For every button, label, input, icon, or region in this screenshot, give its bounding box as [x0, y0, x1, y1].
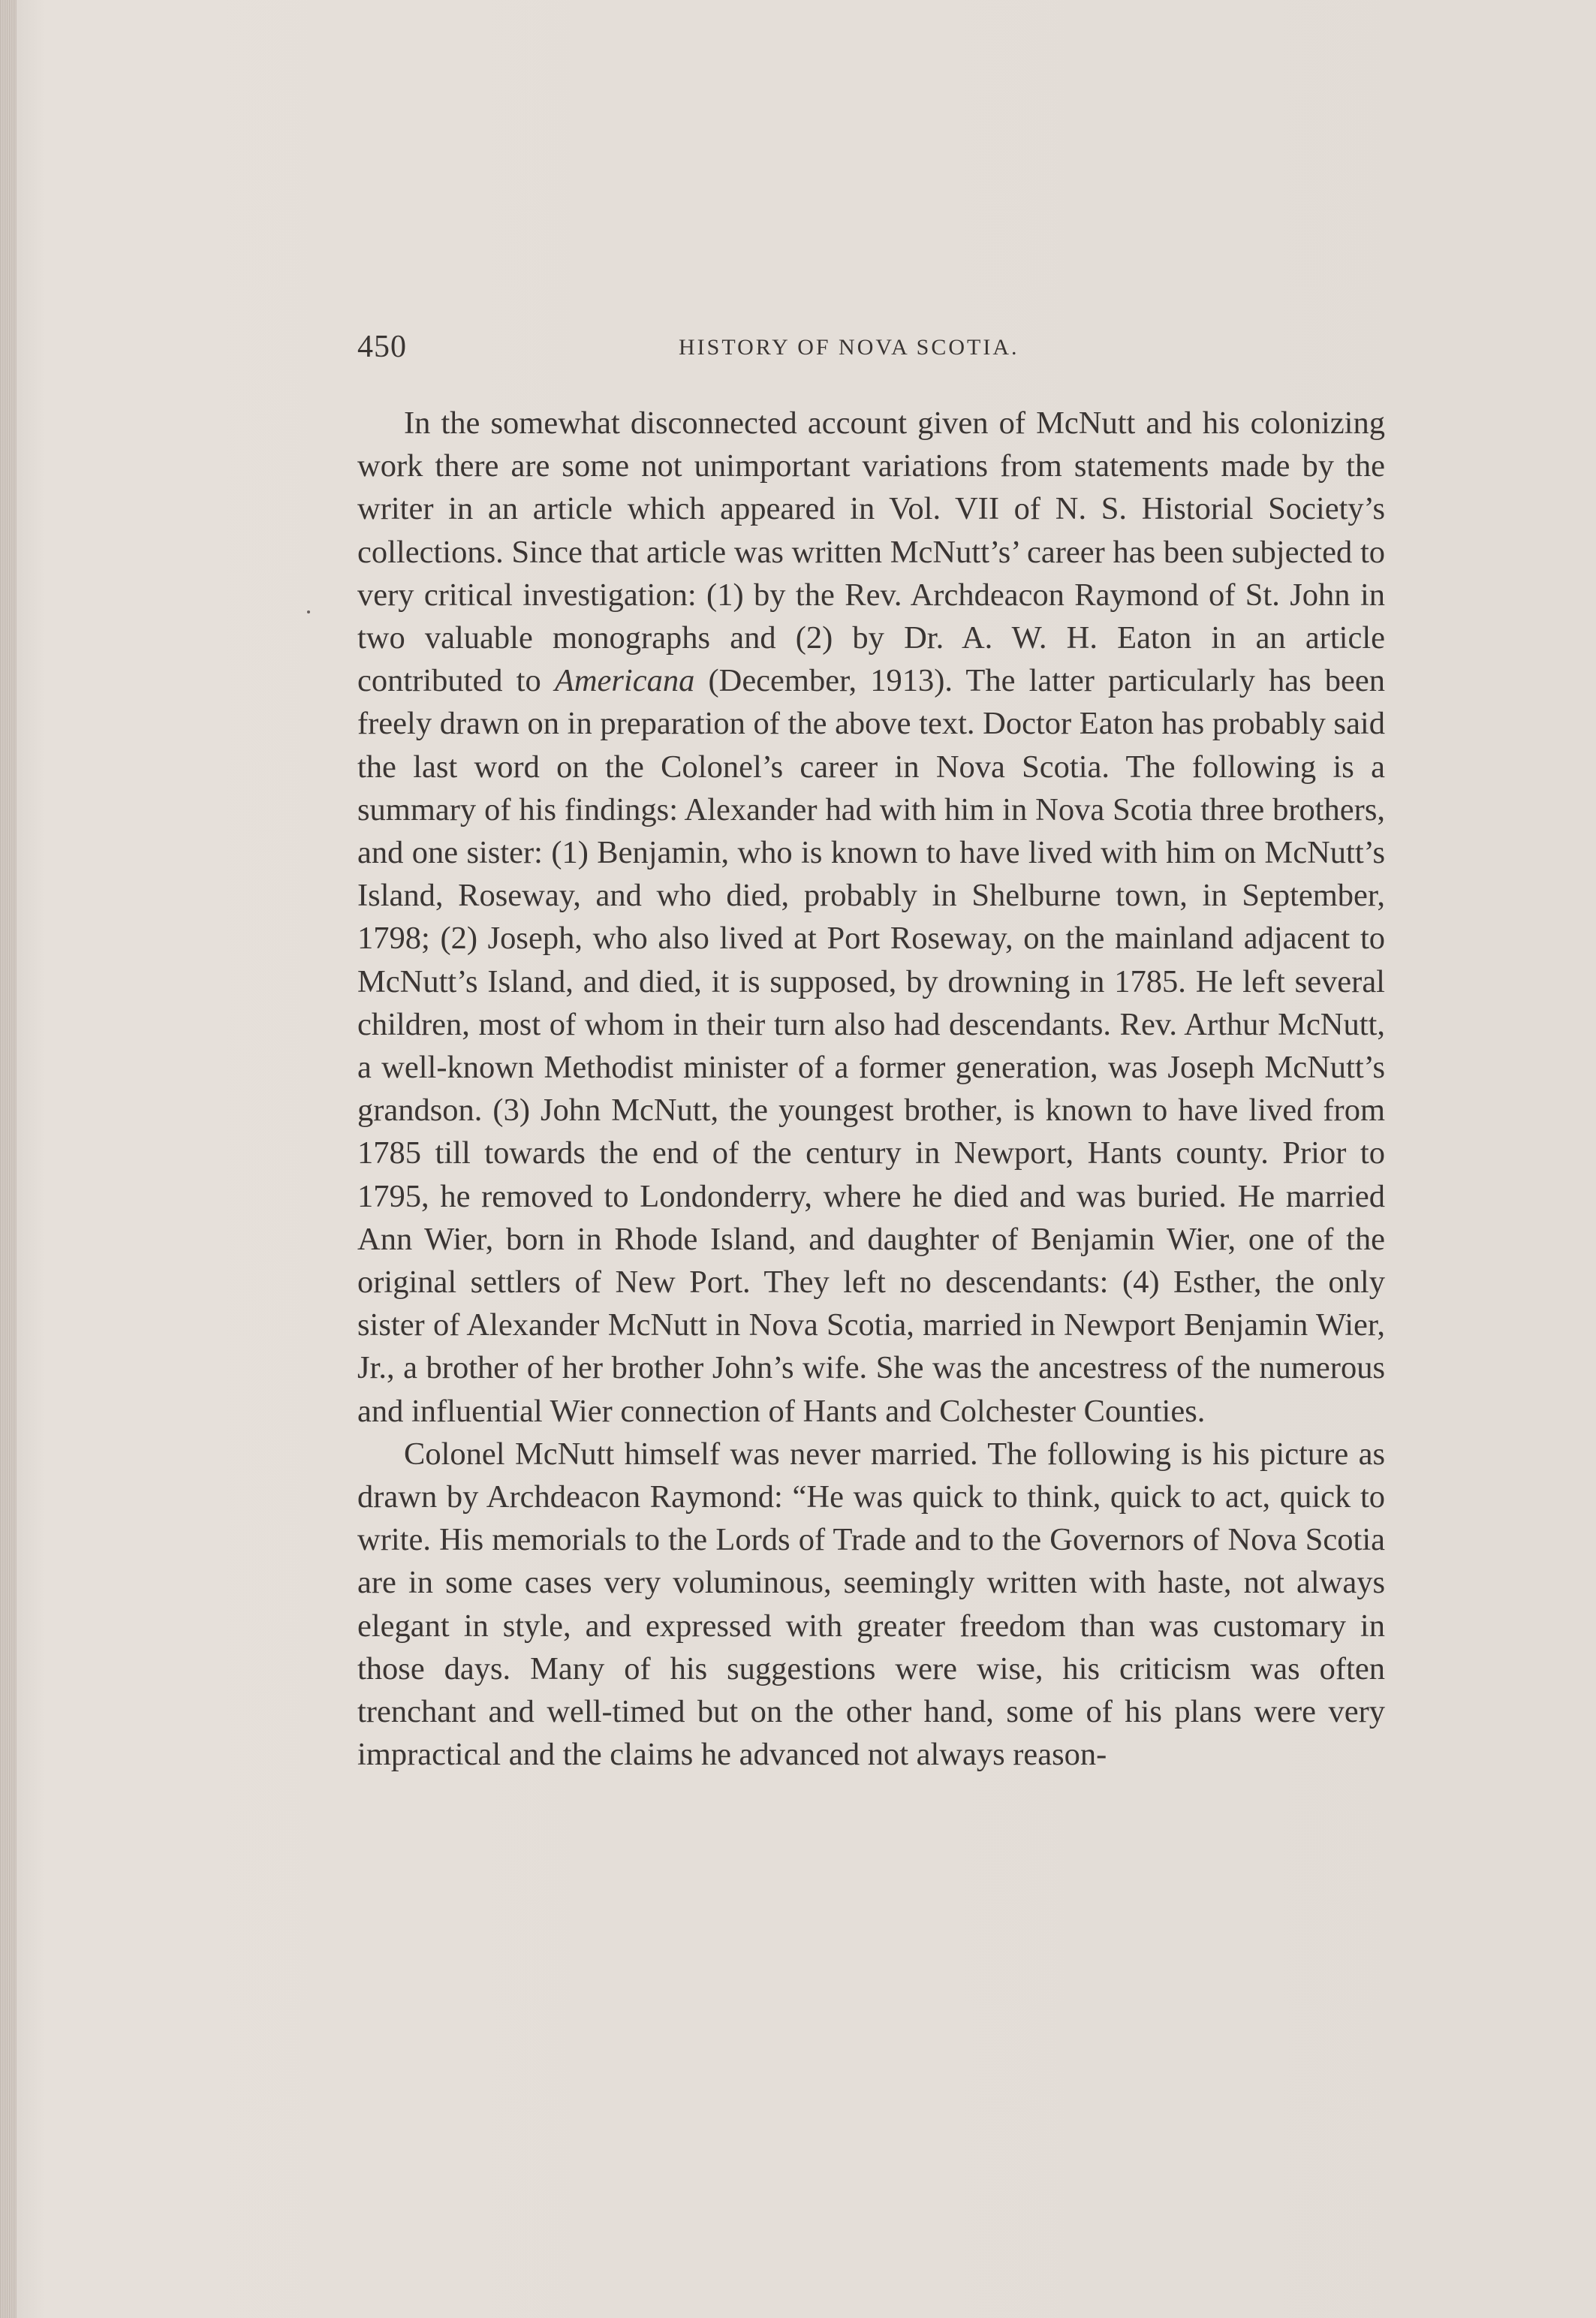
page-header	[357, 329, 1393, 374]
paragraph-1-part-a: In the somewhat disconnected account given of McNutt and his colonizing work there are some not unimportant variations from statements made by the writer in an article which appeared in Vol. VII of N. S. Historial Society’s collections. Since that article was written McNutt’s’ career has been subjected to very critical investigation: (1) by the Rev. Archdeacon Raymond of St. John in two valuable monographs and (2) by Dr. A. W. H. Eaton in an article contributed to	[357, 405, 1385, 699]
running-head: HISTORY OF NOVA SCOTIA.	[679, 335, 1019, 360]
italic-title: Americana	[554, 663, 695, 699]
binding-edge	[0, 0, 17, 2318]
margin-speck	[307, 610, 310, 613]
paragraph-2: Colonel McNutt himself was never married. The following is his picture as drawn by Archdeacon Raymond: “He was quick to think, quick to act, quick to write. His memorials to the Lords of Trade and to the Governors of Nova Scotia are in some cases very voluminous, seemingly written with haste, not always elegant in style, and expressed with greater freedom than was customary in those days. Many of his suggestions were wise, his criticism was often trenchant and well-timed but on the other hand, some of his plans were very impractical and the claims he advanced not always reason-	[357, 1436, 1385, 1773]
body-text	[357, 402, 1385, 1777]
paragraph-1-part-b: (December, 1913). The latter particularly has been freely drawn on in preparation of the above text. Doctor Eaton has probably said the last word on the Colonel’s career in Nova Scotia. The following is a summary of his findings: Alexander had with him in Nova Scotia three brothers, and one sister: (1) Benjamin, who is known to have lived with him on McNutt’s Island, Roseway, and who died, probably in Shelburne town, in September, 1798; (2) Joseph, who also lived at Port Roseway, on the mainland adjacent to McNutt’s Island, and died, it is supposed, by drowning in 1785. He left several children, most of whom in their turn also had descendants. Rev. Arthur McNutt, a well-known Methodist minister of a former generation, was Joseph McNutt’s grandson. (3) John McNutt, the youngest brother, is known to have lived from 1785 till towards the end of the century in Newport, Hants county. Prior to 1795, he removed to Londonderry, where he died and was buried. He married Ann Wier, born in Rhode Island, and daughter of Benjamin Wier, one of the original settlers of New Port. They left no descendants: (4) Esther, the only sister of Alexander McNutt in Nova Scotia, married in Newport Benjamin Wier, Jr., a brother of her brother John’s wife. She was the ancestress of the numerous and influential Wier connection of Hants and Colchester Counties.	[357, 663, 1385, 1429]
page-number: 450	[357, 330, 407, 364]
paragraph-1	[357, 402, 1385, 1433]
